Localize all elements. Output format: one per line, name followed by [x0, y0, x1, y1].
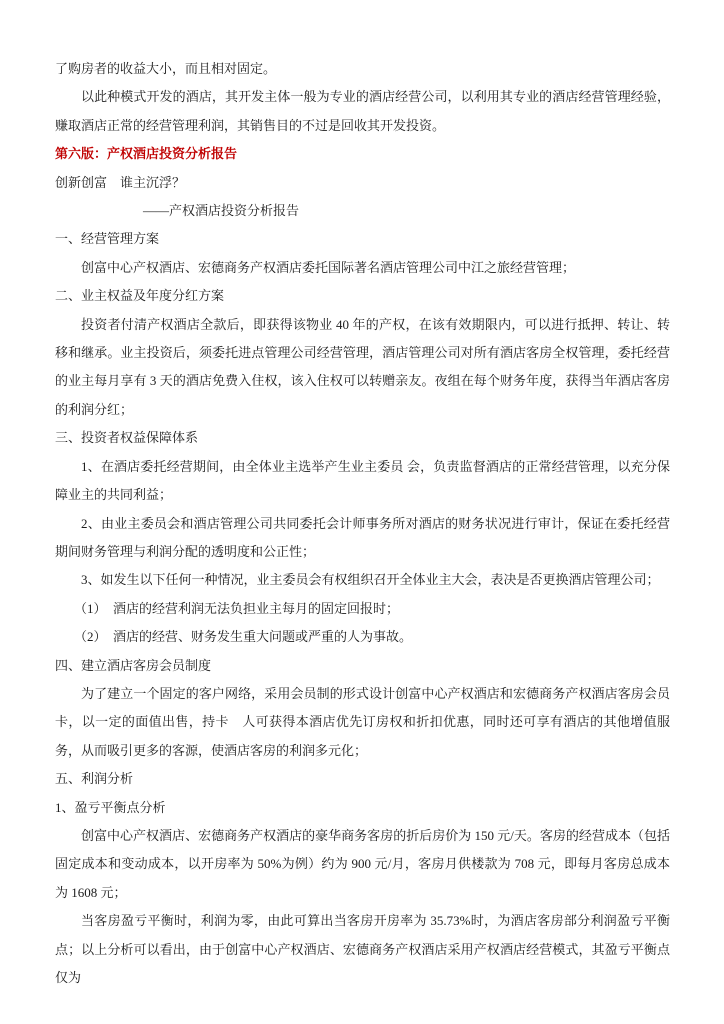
section-heading: 一、经营管理方案 [55, 231, 160, 247]
report-subtitle: ——产权酒店投资分析报告 [143, 203, 300, 219]
section-heading: 三、投资者权益保障体系 [55, 430, 199, 446]
body-paragraph: 1、在酒店委托经营期间，由全体业主选举产生业主委员 会，负责监督酒店的正常经营管理，以充分保障业主的共同利益； [55, 458, 670, 503]
body-paragraph: 创富中心产权酒店、宏德商务产权酒店委托国际著名酒店管理公司中江之旅经营管理； [81, 259, 576, 275]
document-body [55, 55, 670, 992]
body-paragraph: 投资者付清产权酒店全款后，即获得该物业 40 年的产权，在该有效期限内，可以进行抵押、转让、转移和继承。业主投资后，须委托进点管理公司经营管理，酒店管理公司对所有酒店客房全权管理，委托经营的业主每月享有 3 天的酒店免费入住权，该入住权可以转赠亲友。夜组在每个财务年度，获得当年酒店客房的利润分红； [55, 316, 670, 417]
section-heading: 二、业主权益及年度分红方案 [55, 288, 225, 304]
body-line: 创新创富 谁主沉浮？ [55, 174, 186, 190]
body-paragraph: 2、由业主委员会和酒店管理公司共同委托会计师事务所对酒店的财务状况进行审计，保证在委托经营期间财务管理与利润分配的透明度和公正性； [55, 515, 670, 559]
body-line: 1、盈亏平衡点分析 [55, 799, 166, 815]
body-paragraph: 3、如发生以下任何一种情况，业主委员会有权组织召开全体业主大会，表决是否更换酒店管理公司； [81, 572, 660, 588]
list-item: （2） 酒店的经营、财务发生重大问题或严重的人为事故。 [74, 629, 413, 645]
body-paragraph: 当客房盈亏平衡时，利润为零，由此可算出当客房开房率为 35.73%时，为酒店客房部分利润盈亏平衡点；以上分析可以看出，由于创富中心产权酒店、宏德商务产权酒店采用产权酒店经营模式，其盈亏平衡点仅为 [55, 913, 670, 985]
chapter-heading: 第六版：产权酒店投资分析报告 [55, 146, 238, 162]
body-paragraph: 为了建立一个固定的客户网络，采用会员制的形式设计创富中心产权酒店和宏德商务产权酒店客房会员卡，以一定的面值出售，持卡 人可获得本酒店优先订房权和折扣优惠，同时还可享有酒店的其他增值服务，从而吸引更多的客源，使酒店客房的利润多元化； [55, 685, 670, 758]
section-heading: 四、建立酒店客房会员制度 [55, 657, 212, 673]
list-item: （1） 酒店的经营利润无法负担业主每月的固定回报时； [74, 600, 400, 616]
body-paragraph: 了购房者的收益大小，而且相对固定。 [55, 61, 277, 76]
section-heading: 五、利润分析 [55, 771, 134, 787]
body-paragraph: 创富中心产权酒店、宏德商务产权酒店的豪华商务客房的折后房价为 150 元/天。客房的经营成本（包括固定成本和变动成本，以开房率为 50%为例）约为 900 元/月，客房月供楼款为 708 元，即每月客房总成本为 1608 元； [55, 827, 670, 900]
body-paragraph: 以此种模式开发的酒店，其开发主体一般为专业的酒店经营公司，以利用其专业的酒店经营管理经验，赚取酒店正常的经营管理利润，其销售目的不过是回收其开发投资。 [55, 89, 670, 133]
